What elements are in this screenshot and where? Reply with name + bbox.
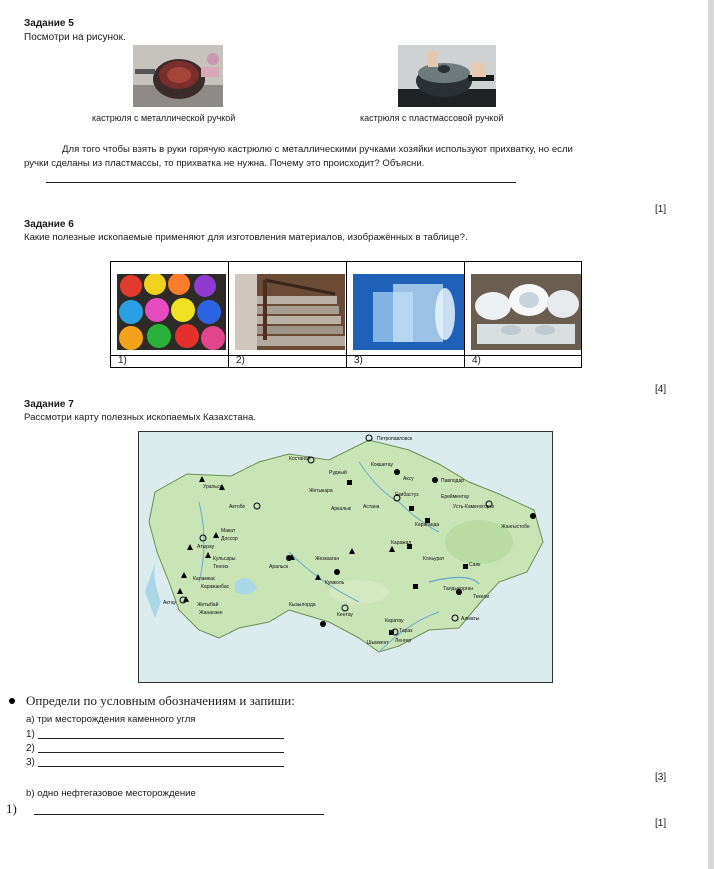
map-label: Аральск xyxy=(269,564,289,570)
map-label: Жетыкара xyxy=(309,488,333,494)
porcelain-dishes-photo xyxy=(471,274,581,350)
kazakhstan-minerals-map xyxy=(138,431,553,683)
map-label: Актау xyxy=(163,600,177,606)
table-divider xyxy=(464,355,465,368)
caption-plastic-pot: кастрюля с пластмассовой ручкой xyxy=(360,113,504,123)
map-label: Астана xyxy=(363,504,380,510)
part-a-item-3: 3) xyxy=(26,757,35,768)
map-label: Кульсары xyxy=(213,556,236,562)
task7-instruction: Определи по условным обозначениям и запиши: xyxy=(26,693,295,708)
task5-answer-line[interactable] xyxy=(46,182,516,183)
map-label: Жезказган xyxy=(315,556,340,562)
table-cell-stairs xyxy=(228,261,347,356)
map-label: Ерейментау xyxy=(441,494,470,500)
map-label: Кызылорда xyxy=(289,602,316,608)
map-label: Аксу xyxy=(403,476,414,482)
map-label: Петропавловск xyxy=(377,436,413,442)
part-a-label: а) три месторождения каменного угля xyxy=(26,714,196,725)
table-cell-porcelain xyxy=(464,261,582,356)
map-label: Коньурат xyxy=(423,556,445,562)
map-label: Уральск xyxy=(203,484,222,490)
map-label: Кумколь xyxy=(325,580,345,586)
map-label: Макат xyxy=(221,528,236,534)
map-label: Доссор xyxy=(221,536,238,542)
map-label: Кентау xyxy=(337,612,353,618)
part-a-item-2: 2) xyxy=(26,743,35,754)
map-label: Тенгиз xyxy=(213,564,229,570)
coal-answer-line-1[interactable] xyxy=(38,738,284,739)
paint-cans-photo xyxy=(117,274,234,354)
part-a-score: [3] xyxy=(655,772,667,783)
coal-answer-line-2[interactable] xyxy=(38,752,284,753)
task6-score: [4] xyxy=(655,384,667,395)
map-label: Екибастуз xyxy=(395,492,419,498)
map-label: Талдыкорган xyxy=(443,586,474,592)
map-label: Тараз xyxy=(399,628,413,634)
map-label: Жанаозен xyxy=(199,610,223,616)
task7-prompt: Рассмотри карту полезных ископаемых Казахстана. xyxy=(24,412,256,423)
map-label: Костанай xyxy=(289,456,311,462)
table-cell-label: 1) xyxy=(118,355,127,366)
task6-title: Задание 6 xyxy=(24,219,74,230)
map-label: Саяк xyxy=(469,562,481,568)
map-label: Каратау xyxy=(385,618,404,624)
map-label: Актобе xyxy=(229,504,246,510)
map-label: Рудный xyxy=(329,470,347,476)
map-label: Аркалык xyxy=(331,506,351,512)
glass-sheets-photo xyxy=(353,274,465,350)
map-label: Усть-Каменогорск xyxy=(453,504,495,510)
page-edge xyxy=(708,0,714,869)
table-cell-paints xyxy=(110,261,229,356)
map-label: Ленгер xyxy=(395,638,412,644)
metal-handle-pot-photo xyxy=(133,45,223,107)
map-label: Текели xyxy=(473,594,490,600)
caption-metal-pot: кастрюля с металлической ручкой xyxy=(92,113,236,123)
map-label: Каражанбас xyxy=(201,584,230,590)
map-label: Кокшетау xyxy=(371,462,393,468)
map-label: Павлодар xyxy=(441,478,465,484)
table-cell-glass xyxy=(346,261,465,356)
task5-prompt: Посмотри на рисунок. xyxy=(24,32,126,43)
task5-title: Задание 5 xyxy=(24,18,74,29)
table-cell-label: 2) xyxy=(236,355,245,366)
map-label: Каражал xyxy=(391,540,412,546)
bullet-icon xyxy=(9,698,15,704)
task5-question-line2: ручки сделаны из пластмассы, то прихватка не нужна. Почему это происходит? Объясни. xyxy=(24,158,425,169)
table-cell-label: 3) xyxy=(354,355,363,366)
oil-gas-answer-line[interactable] xyxy=(34,814,324,815)
stone-stairs-photo xyxy=(235,274,345,350)
plastic-handle-pot-photo xyxy=(398,45,496,107)
coal-answer-line-3[interactable] xyxy=(38,766,284,767)
map-label: Караганда xyxy=(415,522,440,528)
map-label: Жетыбай xyxy=(197,602,219,608)
part-b-item: 1) xyxy=(6,801,17,816)
part-b-score: [1] xyxy=(655,818,667,829)
part-a-item-1: 1) xyxy=(26,729,35,740)
map-label: Шымкент xyxy=(367,640,389,646)
map-label: Каламкас xyxy=(193,576,216,582)
task5-question-line1: Для того чтобы взять в руки горячую кастрюлю с металлическими ручками хозяйки используют прихватку, но если xyxy=(62,144,573,155)
task7-title: Задание 7 xyxy=(24,399,74,410)
task6-prompt: Какие полезные ископаемые применяют для изготовления материалов, изображённых в таблице?. xyxy=(24,232,468,243)
task5-score: [1] xyxy=(655,204,667,215)
map-label: Жангыстобе xyxy=(501,524,530,530)
table-cell-label: 4) xyxy=(472,355,481,366)
map-label: Атырау xyxy=(197,544,215,550)
map-label: Алматы xyxy=(461,616,480,622)
table-divider xyxy=(228,355,229,368)
table-divider xyxy=(346,355,347,368)
part-b-label: b) одно нефтегазовое месторождение xyxy=(26,788,196,799)
